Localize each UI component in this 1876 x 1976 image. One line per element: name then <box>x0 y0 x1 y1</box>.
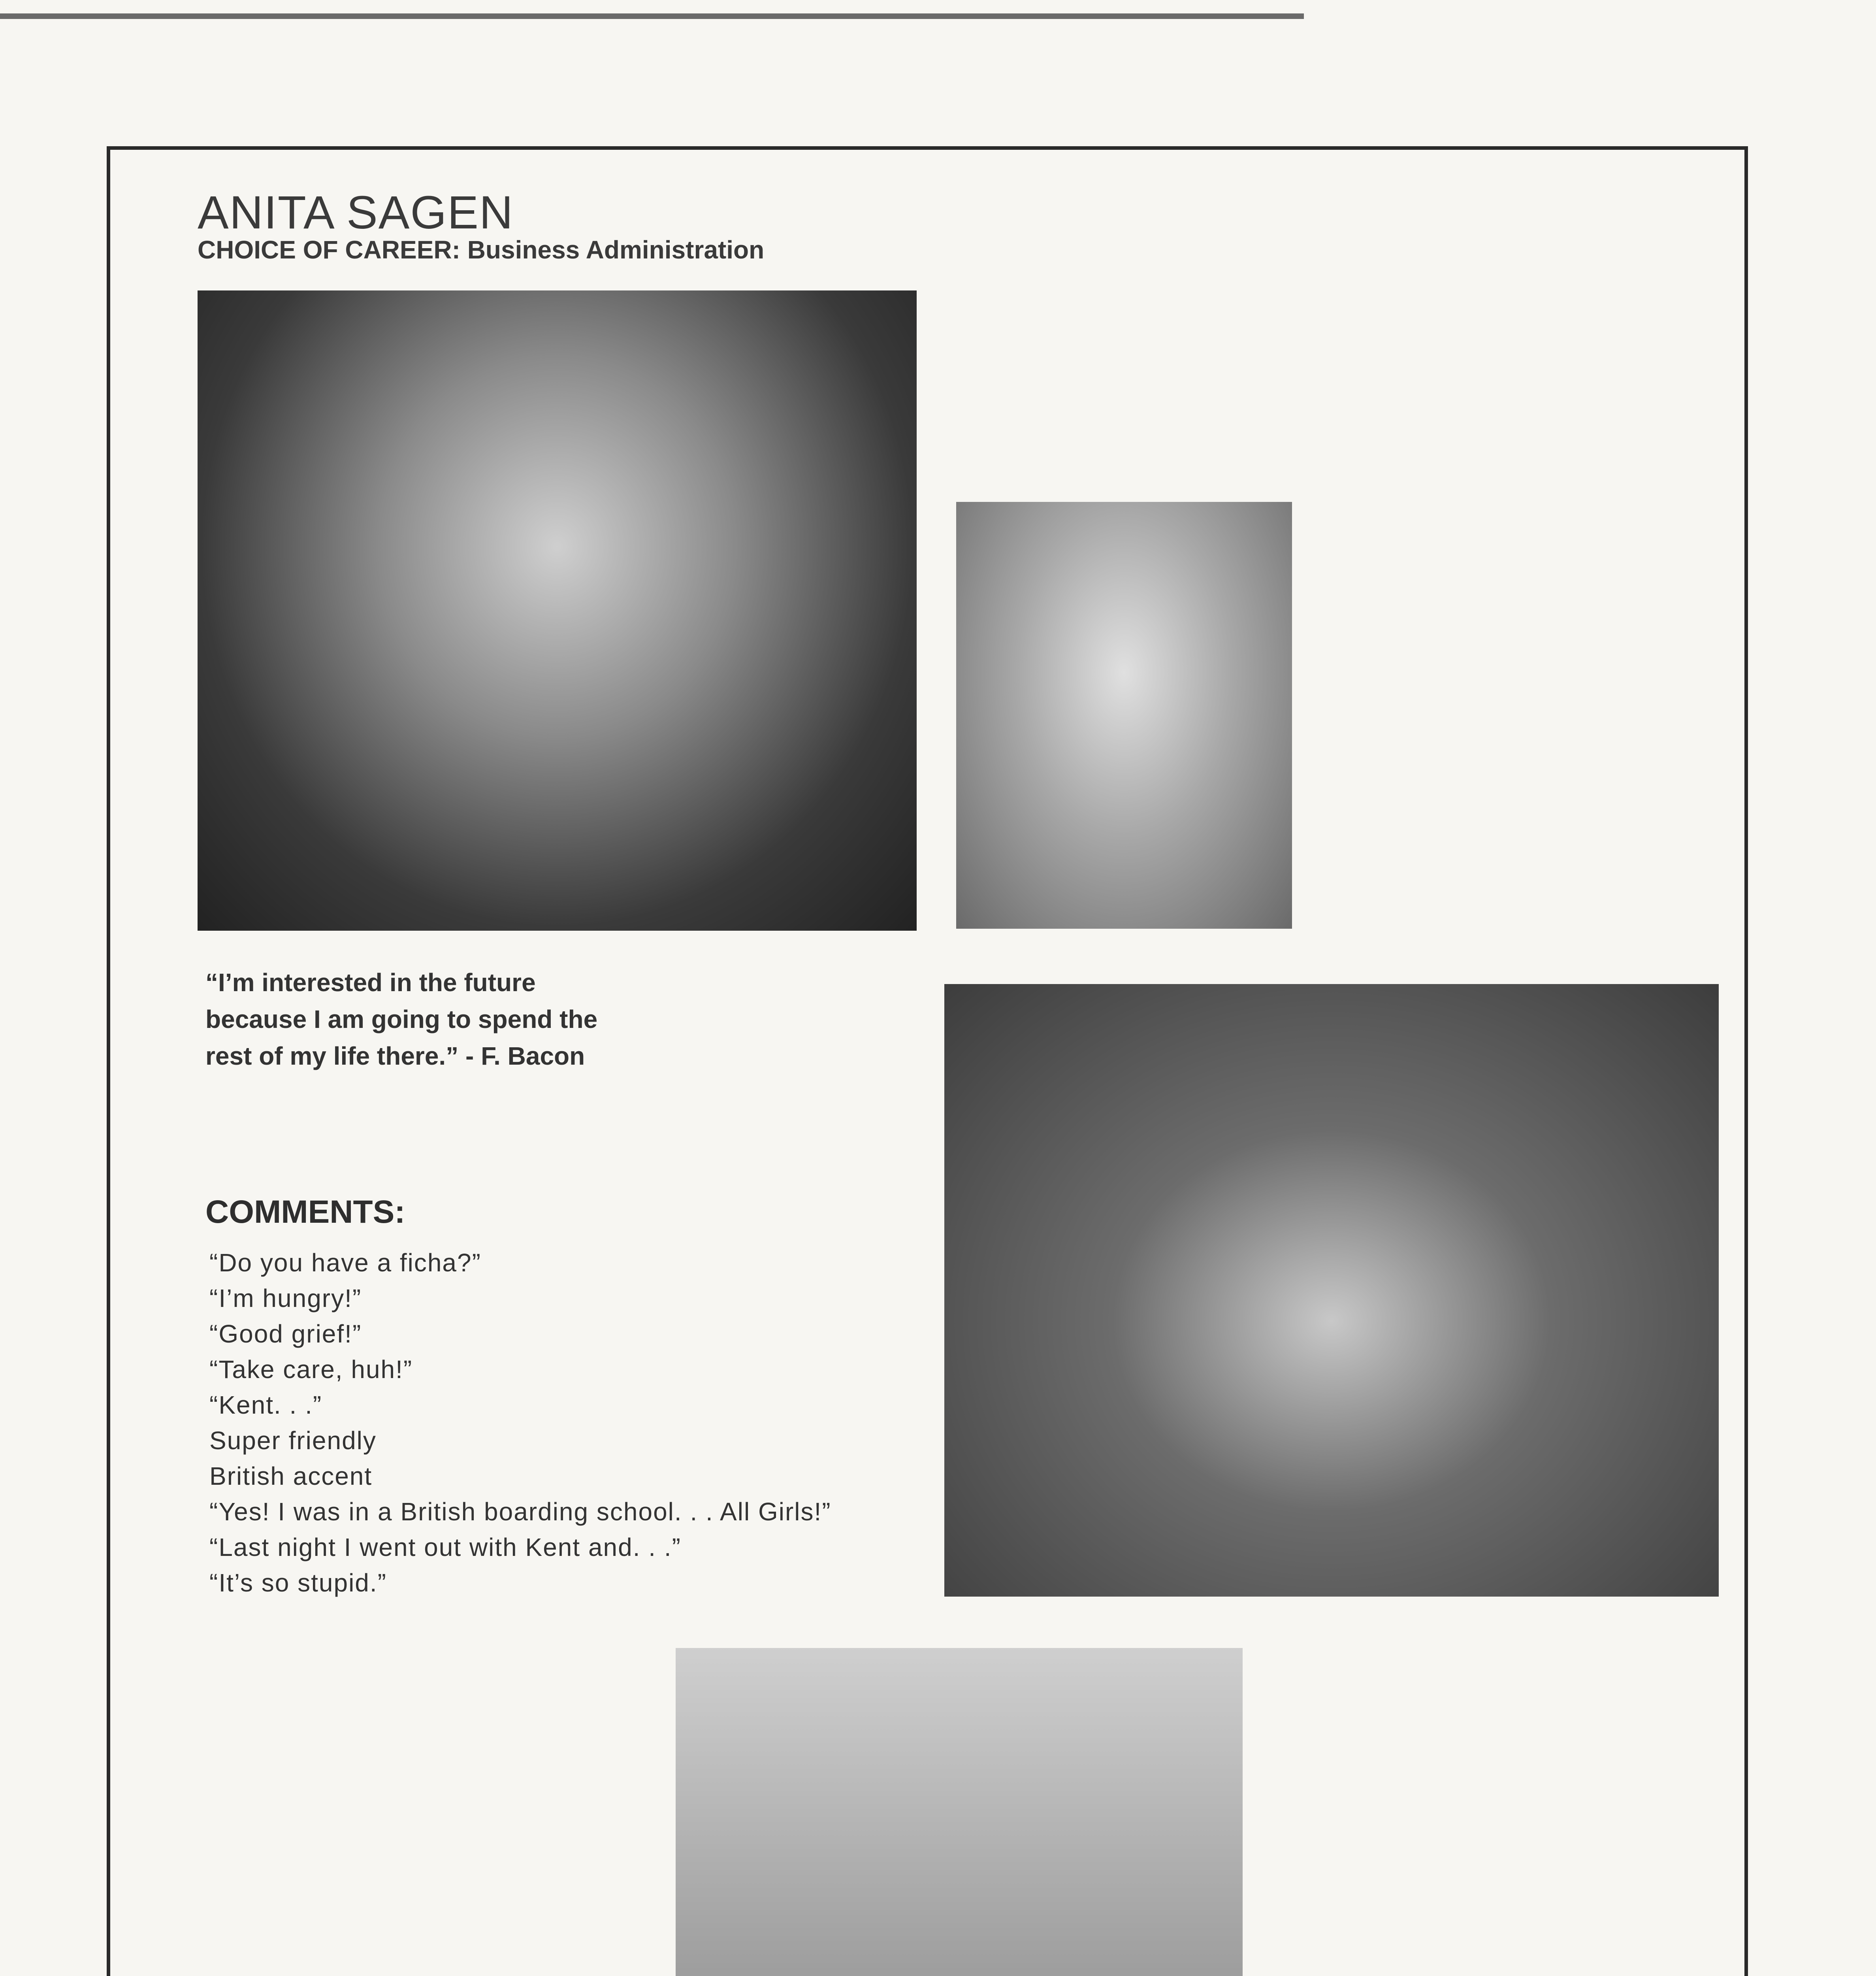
portrait-photo <box>198 290 917 931</box>
career-choice: CHOICE OF CAREER: Business Administration <box>198 236 765 264</box>
comment-line: “Last night I went out with Kent and. . .” <box>209 1533 681 1561</box>
sitting-on-grass-photo <box>944 984 1719 1597</box>
comment-line: Super friendly <box>209 1426 377 1455</box>
top-rule <box>0 13 1304 19</box>
quote-line: rest of my life there.” - F. Bacon <box>205 1042 585 1070</box>
comments-heading: COMMENTS: <box>205 1194 405 1230</box>
comment-line: “I’m hungry!” <box>209 1284 362 1312</box>
comment-line: “Good grief!” <box>209 1320 362 1348</box>
comment-line: “Yes! I was in a British boarding school. . . All Girls!” <box>209 1497 831 1526</box>
comment-line: “Do you have a ficha?” <box>209 1248 481 1277</box>
hallway-photo <box>676 1648 1243 1976</box>
comment-line: “Kent. . .” <box>209 1391 322 1419</box>
comments-list <box>209 1245 831 1601</box>
baby-photo <box>956 502 1292 929</box>
comment-line: British accent <box>209 1462 373 1490</box>
comment-line: “Take care, huh!” <box>209 1355 413 1384</box>
quote-line: because I am going to spend the <box>205 1005 598 1033</box>
comment-line: “It’s so stupid.” <box>209 1569 387 1597</box>
quote-line: “I’m interested in the future <box>205 968 536 997</box>
quote-block <box>205 964 719 1075</box>
student-name: ANITA SAGEN <box>198 187 514 239</box>
